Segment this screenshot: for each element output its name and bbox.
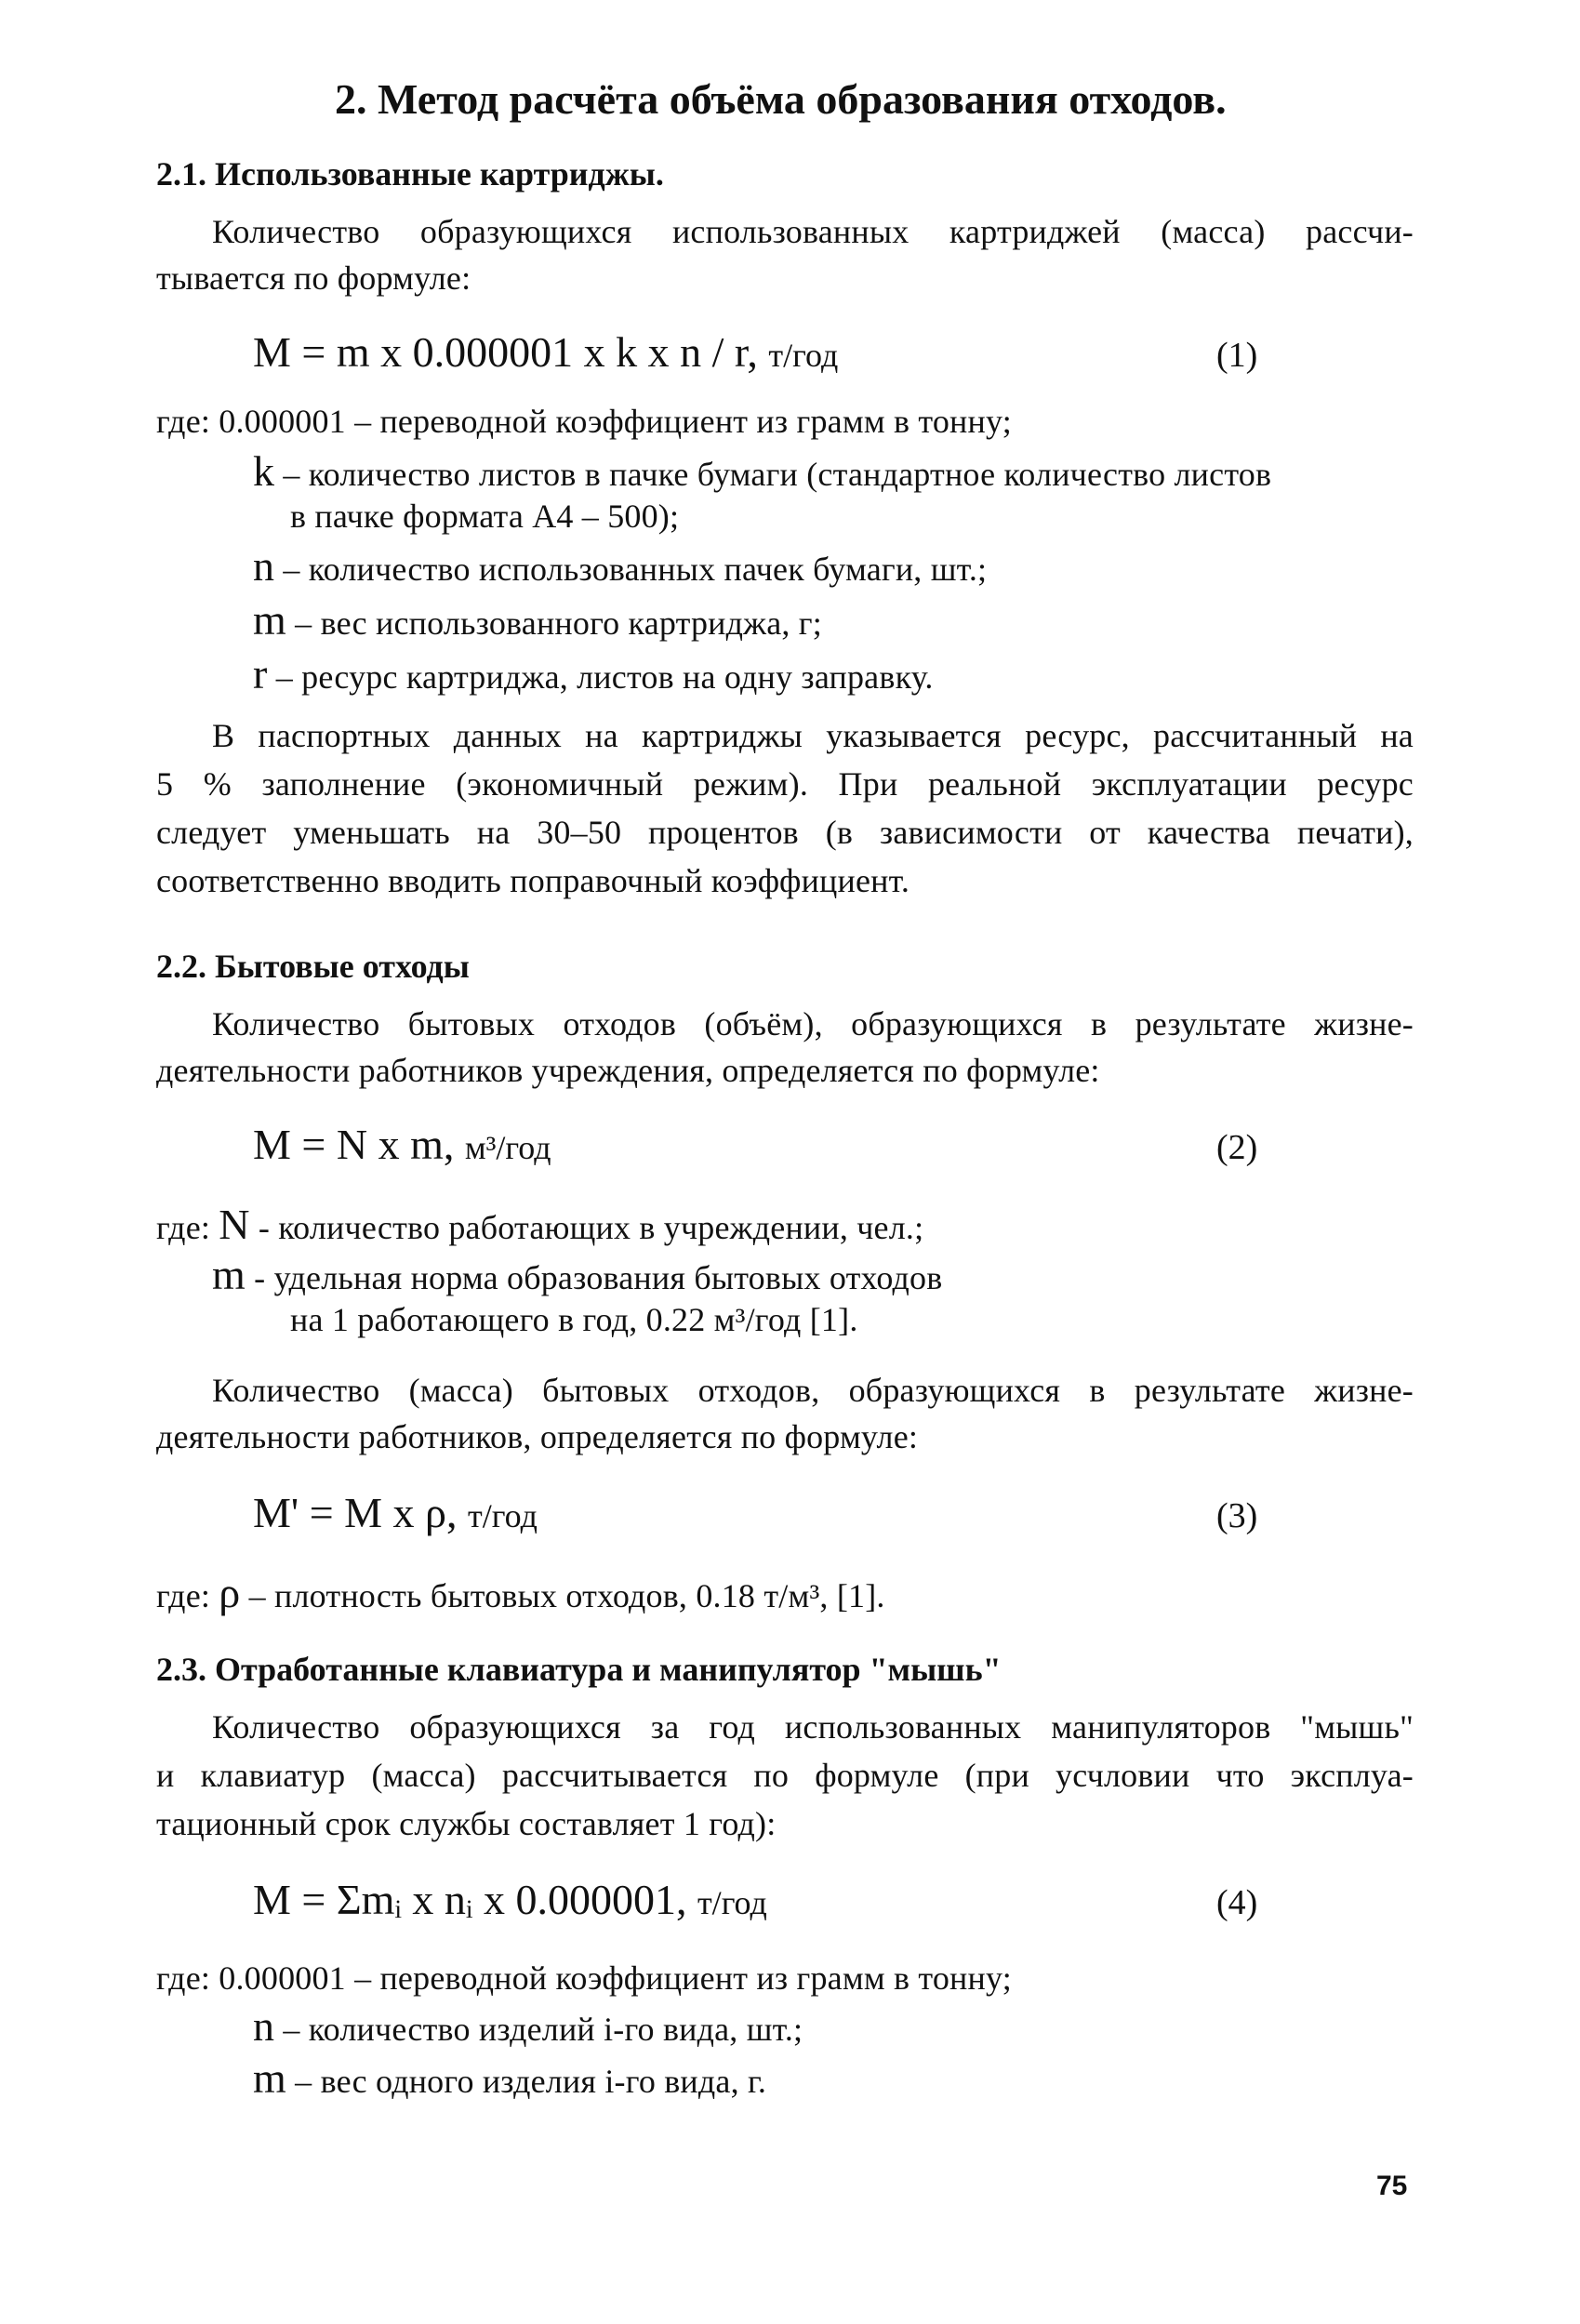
where-n-symbol: N [219,1201,250,1248]
section-2-2-where-n [156,1200,923,1249]
formula-3-unit: т/год [468,1497,538,1534]
section-2-2-where-m [212,1250,942,1299]
formula-3 [253,1488,538,1537]
where-rho-symbol: ρ [219,1569,241,1616]
section-2-2-intro2-line-1: Количество (масса) бытовых отходов, образующихся в результате жизне- [212,1372,1414,1409]
definition-n-items-text: – количество изделий i-го вида, шт.; [274,2011,803,2048]
where-n-text: - количество работающих в учреждении, чел.; [249,1209,924,1246]
section-heading-2-2: 2.2. Бытовые отходы [156,948,470,985]
where-n-prefix: где: [156,1209,219,1246]
page-number: 75 [1376,2171,1408,2201]
equation-number-3: (3) [1216,1496,1258,1535]
formula-4 [253,1875,767,1924]
definition-m [253,595,822,644]
definition-k [253,446,1271,496]
formula-4-unit: т/год [697,1884,767,1921]
section-2-1-intro-line-2: тывается по формуле: [156,259,471,297]
section-2-1-paragraph-line-3: следует уменьшать на 30–50 процентов (в зависимости от качества печати), [156,814,1414,851]
definition-r-symbol: r [253,650,268,697]
section-2-3-intro-line-1: Количество образующихся за год использованных манипуляторов "мышь" [212,1708,1414,1746]
formula-2-expression: M = N x m, [253,1121,455,1168]
formula-4-expression: M = Σmᵢ x nᵢ x 0.000001, [253,1876,687,1923]
equation-number-4: (4) [1216,1883,1258,1922]
equation-number-2: (2) [1216,1128,1258,1167]
section-2-2-intro-line-1: Количество бытовых отходов (объём), образующихся в результате жизне- [212,1005,1414,1042]
definition-m-text: – вес использованного картриджа, г; [285,604,822,642]
section-heading-2-1: 2.1. Использованные картриджы. [156,155,664,193]
formula-3-expression: M' = M x ρ, [253,1489,458,1536]
section-2-2-where-rho [156,1568,885,1617]
definition-n [253,541,987,591]
formula-1-expression: M = m x 0.000001 x k x n / r, [253,328,758,376]
section-2-3-where-line: где: 0.000001 – переводной коэффициент из грамм в тонну; [156,1959,1012,1997]
definition-n-items [253,2001,803,2051]
definition-m-items-symbol: m [253,2054,286,2102]
definition-n-text: – количество использованных пачек бумаги, шт.; [274,551,988,588]
definition-r-text: – ресурс картриджа, листов на одну заправку. [267,658,934,696]
definition-n-items-symbol: n [253,2002,275,2050]
section-2-2-where-m-continued: на 1 работающего в год, 0.22 м³/год [1]. [290,1301,858,1338]
definition-n-symbol: n [253,542,275,590]
section-2-2-intro-line-2: деятельности работников учреждения, определяется по формуле: [156,1052,1100,1089]
section-2-3-intro-line-2: и клавиатур (масса) рассчитывается по формуле (при усчловии что эксплуа- [156,1757,1414,1794]
section-2-3-intro-line-3: тационный срок службы составляет 1 год): [156,1805,777,1842]
section-2-1-where-line: где: 0.000001 – переводной коэффициент из грамм в тонну; [156,403,1012,440]
formula-1 [253,327,838,377]
definition-r [253,649,934,698]
where-m-text: - удельная норма образования бытовых отходов [245,1259,943,1296]
definition-m-symbol: m [253,596,286,644]
section-2-1-intro-line-1: Количество образующихся использованных картриджей (масса) рассчи- [212,213,1414,250]
section-heading-2-3: 2.3. Отработанные клавиатура и манипулятор "мышь" [156,1651,1002,1688]
definition-k-continued: в пачке формата А4 – 500); [290,498,680,535]
where-rho-text: – плотность бытовых отходов, 0.18 т/м³, [1]. [240,1577,885,1614]
formula-2 [253,1120,551,1169]
definition-k-symbol: k [253,447,275,495]
section-2-1-paragraph-line-2: 5 % заполнение (экономичный режим). При реальной эксплуатации ресурс [156,765,1414,803]
where-m-symbol: m [212,1251,246,1298]
definition-m-items [253,2053,766,2103]
definition-m-items-text: – вес одного изделия i-го вида, г. [285,2063,767,2100]
section-2-2-intro2-line-2: деятельности работников, определяется по формуле: [156,1418,919,1455]
equation-number-1: (1) [1216,336,1258,375]
formula-1-unit: т/год [768,337,839,374]
definition-k-text: – количество листов в пачке бумаги (стандартное количество листов [274,456,1272,493]
section-2-1-paragraph-line-4: соответственно вводить поправочный коэффициент. [156,862,910,899]
where-rho-prefix: где: [156,1577,219,1614]
section-2-1-paragraph-line-1: В паспортных данных на картриджы указывается ресурс, рассчитанный на [212,717,1414,754]
page-title: 2. Метод расчёта объёма образования отходов. [335,75,1227,123]
formula-2-unit: м³/год [464,1129,551,1166]
